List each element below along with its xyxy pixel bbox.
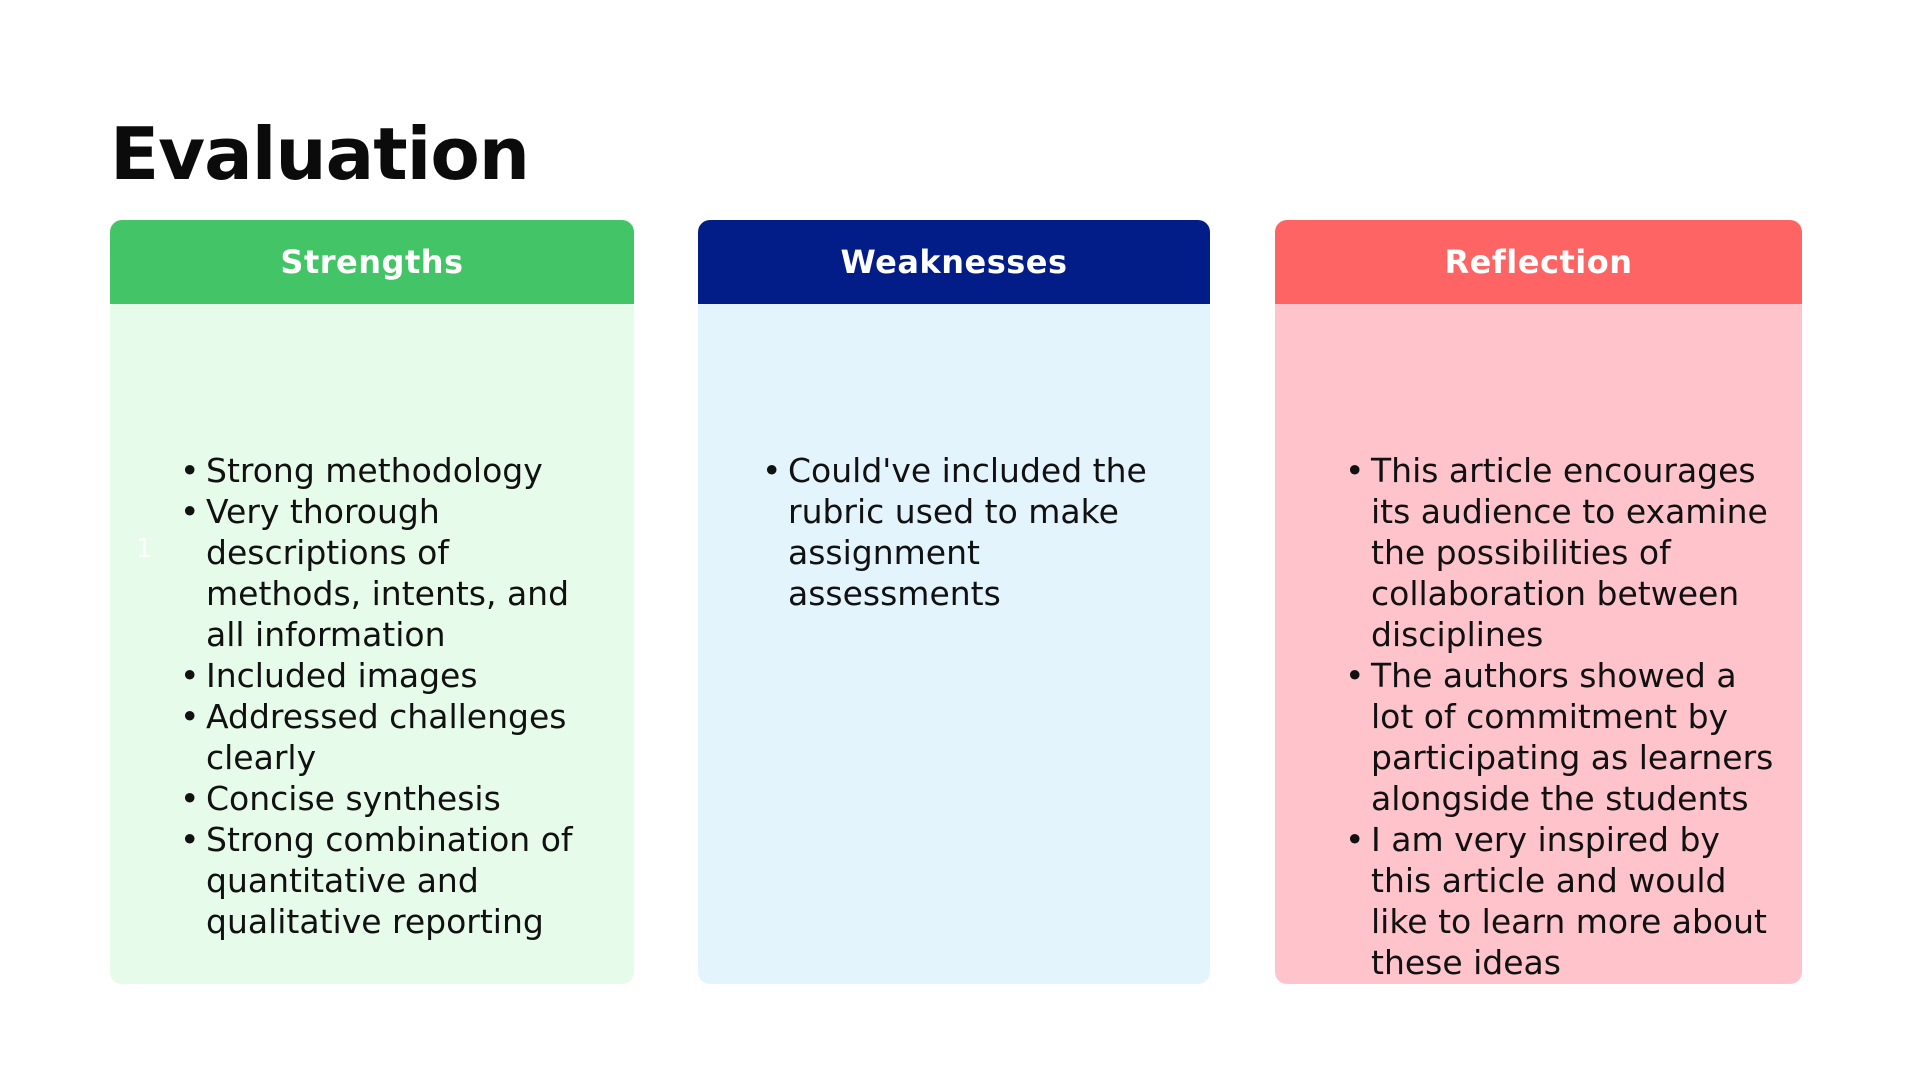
weaknesses-header <box>698 220 1210 304</box>
list-item: • Addressed challenges clearly <box>180 697 567 777</box>
reflection-header <box>1275 220 1802 304</box>
strengths-heading: Strengths <box>280 243 464 281</box>
reflection-heading: Reflection <box>1444 243 1633 281</box>
reflection-card <box>1275 220 1802 984</box>
weaknesses-list <box>762 450 1182 614</box>
list-item: • Included images <box>180 656 478 695</box>
reflection-list <box>1345 450 1775 983</box>
reflection-body <box>1275 304 1802 984</box>
list-item: • Strong methodology <box>180 451 543 490</box>
list-item: • This article encourages its audience to examine the possibilities of collaboration between disciplines <box>1345 451 1768 654</box>
strengths-header <box>110 220 634 304</box>
list-item: • Concise synthesis <box>180 779 501 818</box>
weaknesses-body <box>698 304 1210 984</box>
slide-marker: 1 <box>136 534 153 564</box>
list-item: • Strong combination of quantitative and qualitative reporting <box>180 820 573 941</box>
strengths-list <box>180 450 610 942</box>
weaknesses-heading: Weaknesses <box>840 243 1068 281</box>
page-title: Evaluation <box>110 112 530 196</box>
list-item: • The authors showed a lot of commitment by participating as learners alongside the students <box>1345 656 1774 818</box>
strengths-card <box>110 220 634 984</box>
weaknesses-card <box>698 220 1210 984</box>
strengths-body <box>110 304 634 984</box>
list-item: • I am very inspired by this article and would like to learn more about these ideas <box>1345 820 1767 982</box>
list-item: • Very thorough descriptions of methods, intents, and all information <box>180 492 570 654</box>
list-item: • Could've included the rubric used to make assignment assessments <box>762 451 1147 613</box>
